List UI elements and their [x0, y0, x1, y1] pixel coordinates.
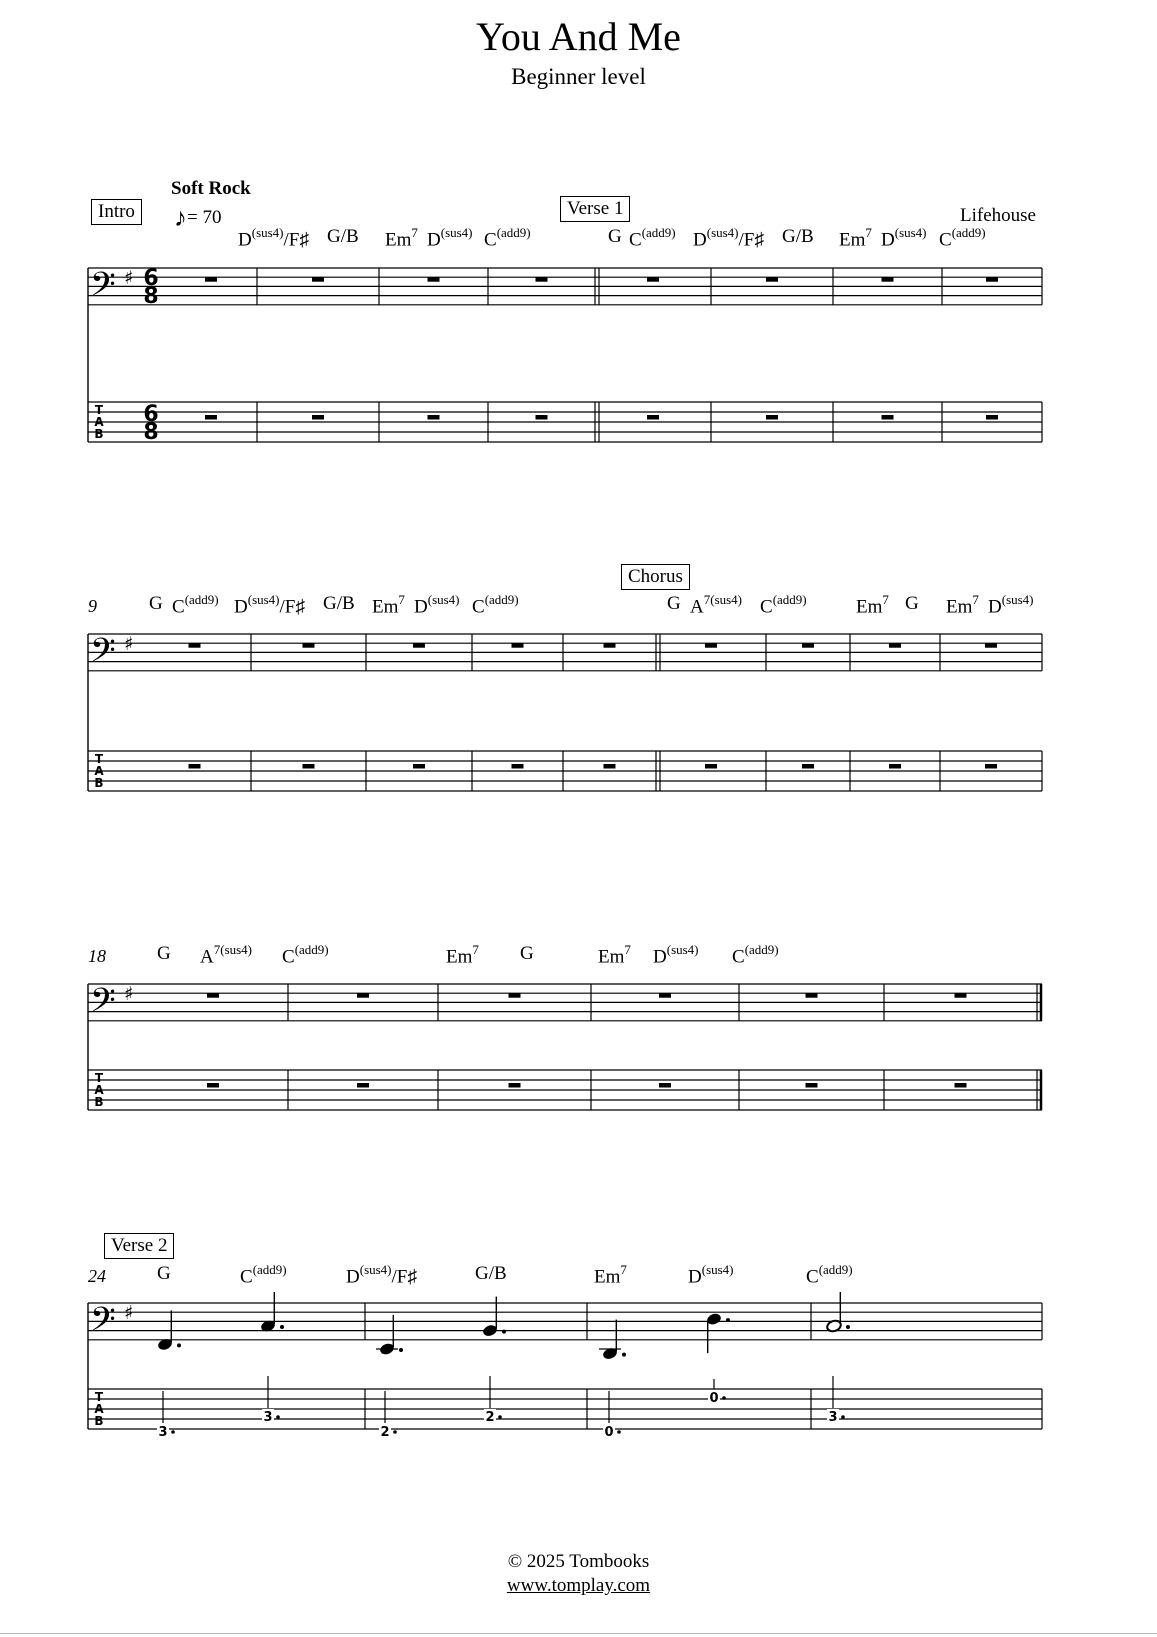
whole-rest [802, 643, 814, 648]
footer-copyright: © 2025 Tombooks [507, 1551, 650, 1572]
whole-rest [312, 277, 324, 282]
measure-number-18: 18 [88, 946, 106, 966]
chord-symbol: G [520, 943, 534, 964]
rehearsal-mark-verse-2: Verse 2 [104, 1233, 174, 1259]
whole-rest [413, 643, 425, 648]
tab-whole-rest [705, 764, 717, 769]
chord-symbol: $C^{(add9)}$ [282, 942, 329, 968]
whole-rest [766, 277, 778, 282]
whole-rest [955, 993, 967, 998]
composer-name: Lifehouse [960, 205, 1036, 226]
whole-rest [659, 993, 671, 998]
chord-symbol: $D^{(sus4)}/F♯$ [234, 592, 305, 618]
rehearsal-mark-chorus: Chorus [621, 564, 690, 590]
eighth-note-icon: ♪ [174, 203, 187, 232]
chord-symbol: G/B [475, 1263, 507, 1284]
whole-rest [536, 277, 548, 282]
chord-symbol: G [608, 226, 622, 247]
tab-fret-number: 0 [709, 1391, 719, 1406]
time-signature-bottom: 8 [143, 284, 159, 309]
tab-dot [498, 1415, 502, 1419]
chord-symbol: $D^{(sus4)}$ [427, 225, 473, 251]
whole-rest [428, 277, 440, 282]
tab-whole-rest [806, 1083, 818, 1088]
tab-whole-rest [986, 415, 998, 420]
chord-symbol: G [667, 593, 681, 614]
whole-rest [882, 277, 894, 282]
tab-whole-rest [207, 1083, 219, 1088]
augmentation-dot [280, 1325, 284, 1329]
bass-clef-icon: 𝄢 [90, 1301, 116, 1347]
measure-number-9: 9 [88, 596, 97, 616]
whole-rest [647, 277, 659, 282]
tab-whole-rest [303, 764, 315, 769]
chord-symbol: $C^{(add9)}$ [760, 592, 807, 618]
augmentation-dot [846, 1325, 850, 1329]
tab-whole-rest [882, 415, 894, 420]
tab-whole-rest [955, 1083, 967, 1088]
augmentation-dot [399, 1348, 403, 1352]
tab-whole-rest [512, 764, 524, 769]
tab-whole-rest [889, 764, 901, 769]
tab-whole-rest [205, 415, 217, 420]
tab-whole-rest [536, 415, 548, 420]
style-marking: Soft Rock [171, 178, 251, 199]
bass-clef-icon: 𝄢 [90, 266, 116, 312]
chord-symbol: G [149, 593, 163, 614]
tab-label-a: A [94, 1402, 104, 1416]
tab-label-a: A [94, 1083, 104, 1097]
whole-rest [512, 643, 524, 648]
chord-symbol: $C^{(add9)}$ [629, 225, 676, 251]
chord-symbol: $C^{(add9)}$ [240, 1262, 287, 1288]
tab-whole-rest [647, 415, 659, 420]
tab-fret-number: 3 [263, 1410, 273, 1425]
tab-whole-rest [766, 415, 778, 420]
chord-symbol: $C^{(add9)}$ [172, 592, 219, 618]
key-signature-sharp: ♯ [124, 267, 134, 289]
chord-symbol: $D^{(sus4)}$ [988, 592, 1034, 618]
chord-symbol: G [905, 593, 919, 614]
tab-dot [171, 1430, 175, 1434]
tab-whole-rest [413, 764, 425, 769]
footer-url [0, 1575, 1157, 1597]
tab-label-a: A [94, 415, 104, 429]
whole-rest [205, 277, 217, 282]
chord-symbol: $D^{(sus4)}$ [414, 592, 460, 618]
chord-symbol: Em$^7$ [594, 1262, 627, 1288]
tab-whole-rest [659, 1083, 671, 1088]
chord-symbol: Em$^7$ [839, 225, 872, 251]
chord-symbol: G/B [782, 226, 814, 247]
whole-rest [303, 643, 315, 648]
tab-whole-rest [985, 764, 997, 769]
tab-label-b: B [94, 427, 104, 441]
chord-symbol: Em$^7$ [372, 592, 405, 618]
tab-dot [276, 1415, 280, 1419]
tempo-value: = 70 [187, 207, 222, 228]
chord-symbol: G/B [323, 593, 355, 614]
tab-whole-rest [509, 1083, 521, 1088]
chord-symbol: $D^{(sus4)}$ [688, 1262, 734, 1288]
tab-label-t: T [94, 752, 104, 766]
chord-symbol: $C^{(add9)}$ [939, 225, 986, 251]
tab-label-t: T [94, 1071, 104, 1085]
whole-rest [189, 643, 201, 648]
tab-label-a: A [94, 764, 104, 778]
tab-whole-rest [428, 415, 440, 420]
bass-clef-icon: 𝄢 [90, 632, 116, 678]
augmentation-dot [502, 1330, 506, 1334]
tab-time-signature-top: 6 [143, 402, 159, 427]
whole-rest [985, 643, 997, 648]
score-title: You And Me [476, 14, 681, 59]
whole-rest [889, 643, 901, 648]
tab-label-t: T [94, 1390, 104, 1404]
chord-symbol: Em$^7$ [446, 942, 479, 968]
tab-dot [617, 1430, 621, 1434]
page-bottom-rule [0, 1633, 1157, 1634]
measure-number-24: 24 [88, 1266, 106, 1286]
rehearsal-mark-intro: Intro [91, 199, 142, 225]
chord-symbol: $D^{(sus4)}/F♯$ [238, 225, 309, 251]
chord-symbol: $D^{(sus4)}/F♯$ [346, 1262, 417, 1288]
tab-dot [722, 1396, 726, 1400]
tab-whole-rest [802, 764, 814, 769]
chord-symbol: $C^{(add9)}$ [472, 592, 519, 618]
tab-label-b: B [94, 1414, 104, 1428]
tab-fret-number: 2 [380, 1425, 390, 1440]
chord-symbol: $D^{(sus4)}$ [881, 225, 927, 251]
whole-rest [357, 993, 369, 998]
tab-whole-rest [357, 1083, 369, 1088]
chord-symbol: G/B [327, 226, 359, 247]
tab-fret-number: 3 [828, 1410, 838, 1425]
chord-symbol: G [157, 1263, 171, 1284]
tab-fret-number: 0 [604, 1425, 614, 1440]
chord-symbol: $A^{7(sus4)}$ [200, 942, 253, 968]
chord-symbol: $D^{(sus4)}/F♯$ [693, 225, 764, 251]
chord-symbol: Em$^7$ [385, 225, 418, 251]
whole-rest [986, 277, 998, 282]
chord-symbol: $C^{(add9)}$ [806, 1262, 853, 1288]
tab-fret-number: 2 [485, 1410, 495, 1425]
footer-link[interactable]: www.tomplay.com [506, 1575, 651, 1596]
chord-symbol: Em$^7$ [946, 592, 979, 618]
whole-rest [806, 993, 818, 998]
augmentation-dot [177, 1343, 181, 1347]
key-signature-sharp: ♯ [124, 983, 134, 1005]
tab-fret-number: 3 [158, 1425, 168, 1440]
tab-label-b: B [94, 776, 104, 790]
chord-symbol: $D^{(sus4)}$ [653, 942, 699, 968]
tab-dot [393, 1430, 397, 1434]
tab-dot [841, 1415, 845, 1419]
rehearsal-mark-verse-1: Verse 1 [560, 196, 630, 222]
whole-rest [705, 643, 717, 648]
chord-symbol: G [157, 943, 171, 964]
chord-symbol: Em$^7$ [856, 592, 889, 618]
chord-symbol: $A^{7(sus4)}$ [690, 592, 743, 618]
time-signature-top: 6 [143, 266, 159, 291]
chord-symbol: $C^{(add9)}$ [732, 942, 779, 968]
tab-label-t: T [94, 403, 104, 417]
chord-symbol: Em$^7$ [598, 942, 631, 968]
augmentation-dot [622, 1353, 626, 1357]
whole-rest [509, 993, 521, 998]
tab-label-b: B [94, 1095, 104, 1109]
key-signature-sharp: ♯ [124, 1302, 134, 1324]
key-signature-sharp: ♯ [124, 633, 134, 655]
whole-rest [207, 993, 219, 998]
tab-whole-rest [312, 415, 324, 420]
chord-symbol: $C^{(add9)}$ [484, 225, 531, 251]
score-subtitle: Beginner level [511, 64, 646, 89]
augmentation-dot [726, 1318, 730, 1322]
whole-rest [604, 643, 616, 648]
tab-whole-rest [604, 764, 616, 769]
tab-time-signature-bottom: 8 [143, 420, 159, 445]
tab-whole-rest [189, 764, 201, 769]
bass-clef-icon: 𝄢 [90, 982, 116, 1028]
